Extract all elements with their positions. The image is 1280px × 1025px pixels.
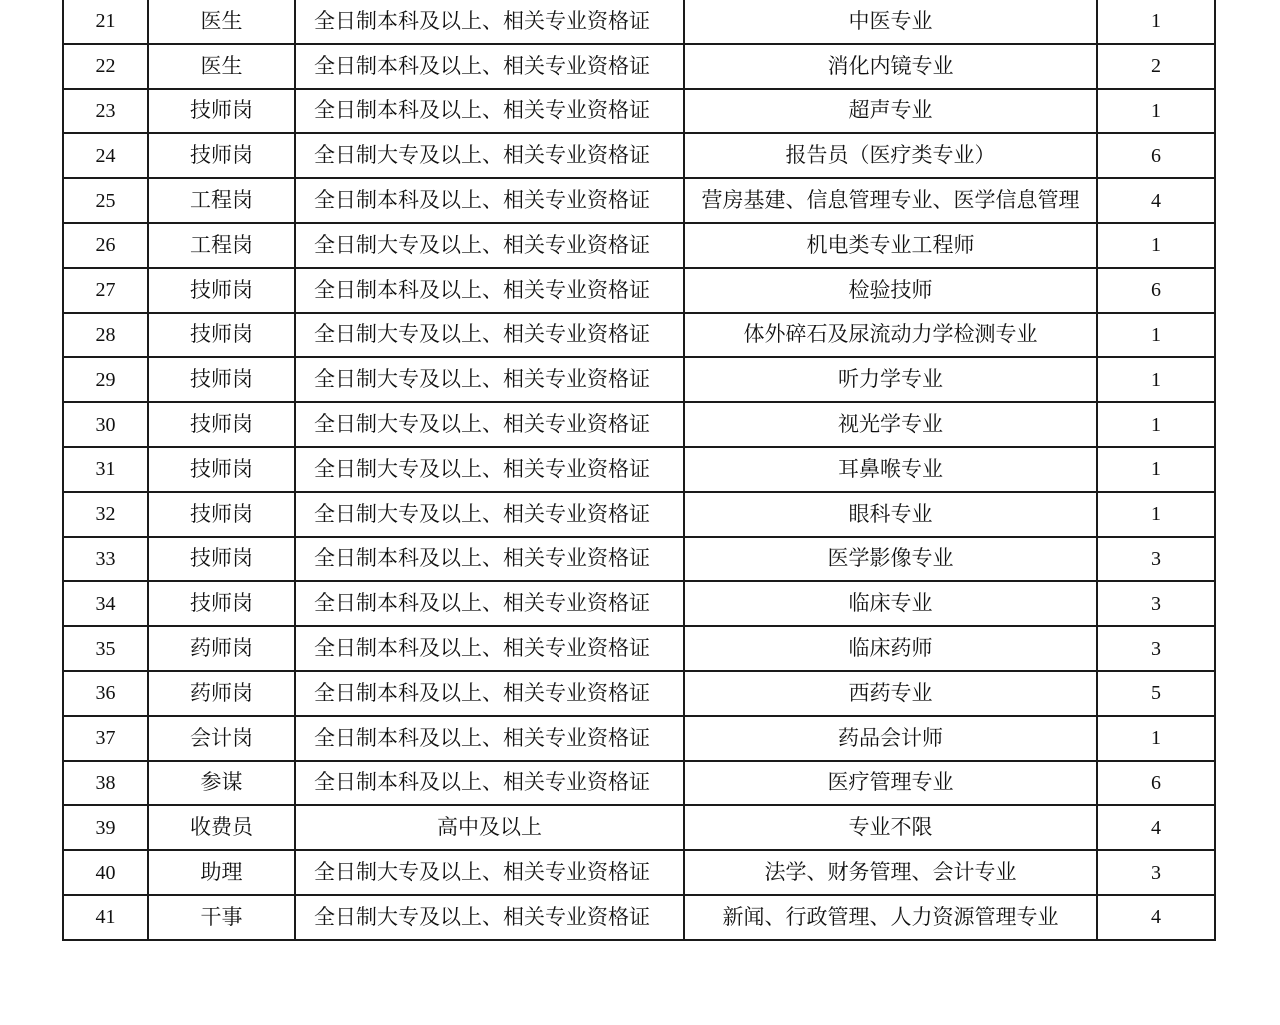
education-requirement-cell: 全日制大专及以上、相关专业资格证: [295, 402, 684, 447]
major-cell: 眼科专业: [684, 492, 1097, 537]
post-cell: 工程岗: [148, 178, 295, 223]
headcount-cell: 1: [1097, 447, 1215, 492]
recruitment-table: [62, 0, 1216, 941]
row-number-cell: 36: [63, 671, 148, 716]
education-requirement-cell: 全日制本科及以上、相关专业资格证: [295, 537, 684, 582]
major-cell: 检验技师: [684, 268, 1097, 313]
major-cell: 临床专业: [684, 581, 1097, 626]
major-cell: 体外碎石及尿流动力学检测专业: [684, 313, 1097, 358]
major-cell: 医疗管理专业: [684, 761, 1097, 806]
table-body: [63, 0, 1215, 940]
major-cell: 专业不限: [684, 805, 1097, 850]
education-requirement-cell: 全日制大专及以上、相关专业资格证: [295, 492, 684, 537]
headcount-cell: 1: [1097, 402, 1215, 447]
post-cell: 技师岗: [148, 357, 295, 402]
table-row: [63, 671, 1215, 716]
major-cell: 耳鼻喉专业: [684, 447, 1097, 492]
education-requirement-cell: 全日制大专及以上、相关专业资格证: [295, 895, 684, 940]
table-row: [63, 89, 1215, 134]
post-cell: 技师岗: [148, 581, 295, 626]
education-requirement-cell: 全日制大专及以上、相关专业资格证: [295, 133, 684, 178]
post-cell: 技师岗: [148, 402, 295, 447]
headcount-cell: 4: [1097, 178, 1215, 223]
headcount-cell: 4: [1097, 895, 1215, 940]
row-number-cell: 27: [63, 268, 148, 313]
row-number-cell: 34: [63, 581, 148, 626]
education-requirement-cell: 全日制本科及以上、相关专业资格证: [295, 761, 684, 806]
headcount-cell: 1: [1097, 716, 1215, 761]
row-number-cell: 35: [63, 626, 148, 671]
major-cell: 消化内镜专业: [684, 44, 1097, 89]
table-row: [63, 447, 1215, 492]
table-row: [63, 0, 1215, 44]
table-row: [63, 626, 1215, 671]
post-cell: 工程岗: [148, 223, 295, 268]
table-row: [63, 581, 1215, 626]
table-row: [63, 44, 1215, 89]
row-number-cell: 32: [63, 492, 148, 537]
post-cell: 技师岗: [148, 89, 295, 134]
headcount-cell: 6: [1097, 761, 1215, 806]
post-cell: 技师岗: [148, 447, 295, 492]
table-row: [63, 716, 1215, 761]
headcount-cell: 1: [1097, 223, 1215, 268]
post-cell: 技师岗: [148, 492, 295, 537]
education-requirement-cell: 全日制本科及以上、相关专业资格证: [295, 671, 684, 716]
table-row: [63, 895, 1215, 940]
education-requirement-cell: 全日制大专及以上、相关专业资格证: [295, 850, 684, 895]
education-requirement-cell: 全日制本科及以上、相关专业资格证: [295, 44, 684, 89]
post-cell: 参谋: [148, 761, 295, 806]
headcount-cell: 1: [1097, 492, 1215, 537]
post-cell: 医生: [148, 44, 295, 89]
row-number-cell: 21: [63, 0, 148, 44]
major-cell: 新闻、行政管理、人力资源管理专业: [684, 895, 1097, 940]
major-cell: 中医专业: [684, 0, 1097, 44]
education-requirement-cell: 全日制本科及以上、相关专业资格证: [295, 268, 684, 313]
major-cell: 营房基建、信息管理专业、医学信息管理: [684, 178, 1097, 223]
table-row: [63, 178, 1215, 223]
headcount-cell: 3: [1097, 850, 1215, 895]
table-row: [63, 268, 1215, 313]
table-row: [63, 761, 1215, 806]
table-row: [63, 223, 1215, 268]
post-cell: 医生: [148, 0, 295, 44]
row-number-cell: 40: [63, 850, 148, 895]
major-cell: 报告员（医疗类专业）: [684, 133, 1097, 178]
major-cell: 西药专业: [684, 671, 1097, 716]
education-requirement-cell: 全日制大专及以上、相关专业资格证: [295, 223, 684, 268]
headcount-cell: 1: [1097, 357, 1215, 402]
headcount-cell: 4: [1097, 805, 1215, 850]
education-requirement-cell: 全日制大专及以上、相关专业资格证: [295, 313, 684, 358]
headcount-cell: 6: [1097, 268, 1215, 313]
post-cell: 收费员: [148, 805, 295, 850]
row-number-cell: 38: [63, 761, 148, 806]
row-number-cell: 23: [63, 89, 148, 134]
table-row: [63, 537, 1215, 582]
row-number-cell: 41: [63, 895, 148, 940]
row-number-cell: 25: [63, 178, 148, 223]
post-cell: 技师岗: [148, 313, 295, 358]
education-requirement-cell: 全日制本科及以上、相关专业资格证: [295, 0, 684, 44]
education-requirement-cell: 全日制大专及以上、相关专业资格证: [295, 357, 684, 402]
major-cell: 法学、财务管理、会计专业: [684, 850, 1097, 895]
row-number-cell: 39: [63, 805, 148, 850]
row-number-cell: 37: [63, 716, 148, 761]
table-row: [63, 850, 1215, 895]
headcount-cell: 5: [1097, 671, 1215, 716]
row-number-cell: 30: [63, 402, 148, 447]
post-cell: 药师岗: [148, 671, 295, 716]
row-number-cell: 26: [63, 223, 148, 268]
major-cell: 机电类专业工程师: [684, 223, 1097, 268]
post-cell: 药师岗: [148, 626, 295, 671]
headcount-cell: 1: [1097, 0, 1215, 44]
major-cell: 药品会计师: [684, 716, 1097, 761]
headcount-cell: 1: [1097, 313, 1215, 358]
post-cell: 会计岗: [148, 716, 295, 761]
table-row: [63, 492, 1215, 537]
post-cell: 助理: [148, 850, 295, 895]
row-number-cell: 24: [63, 133, 148, 178]
education-requirement-cell: 全日制本科及以上、相关专业资格证: [295, 89, 684, 134]
row-number-cell: 29: [63, 357, 148, 402]
post-cell: 技师岗: [148, 537, 295, 582]
table-row: [63, 805, 1215, 850]
row-number-cell: 31: [63, 447, 148, 492]
table-row: [63, 133, 1215, 178]
major-cell: 听力学专业: [684, 357, 1097, 402]
post-cell: 技师岗: [148, 268, 295, 313]
education-requirement-cell: 全日制本科及以上、相关专业资格证: [295, 581, 684, 626]
major-cell: 超声专业: [684, 89, 1097, 134]
table-row: [63, 357, 1215, 402]
headcount-cell: 2: [1097, 44, 1215, 89]
education-requirement-cell: 高中及以上: [295, 805, 684, 850]
major-cell: 临床药师: [684, 626, 1097, 671]
post-cell: 技师岗: [148, 133, 295, 178]
education-requirement-cell: 全日制本科及以上、相关专业资格证: [295, 178, 684, 223]
education-requirement-cell: 全日制大专及以上、相关专业资格证: [295, 447, 684, 492]
major-cell: 医学影像专业: [684, 537, 1097, 582]
row-number-cell: 33: [63, 537, 148, 582]
row-number-cell: 22: [63, 44, 148, 89]
headcount-cell: 3: [1097, 626, 1215, 671]
headcount-cell: 1: [1097, 89, 1215, 134]
education-requirement-cell: 全日制本科及以上、相关专业资格证: [295, 716, 684, 761]
education-requirement-cell: 全日制本科及以上、相关专业资格证: [295, 626, 684, 671]
headcount-cell: 3: [1097, 537, 1215, 582]
table-row: [63, 313, 1215, 358]
post-cell: 干事: [148, 895, 295, 940]
headcount-cell: 3: [1097, 581, 1215, 626]
major-cell: 视光学专业: [684, 402, 1097, 447]
row-number-cell: 28: [63, 313, 148, 358]
headcount-cell: 6: [1097, 133, 1215, 178]
table-row: [63, 402, 1215, 447]
